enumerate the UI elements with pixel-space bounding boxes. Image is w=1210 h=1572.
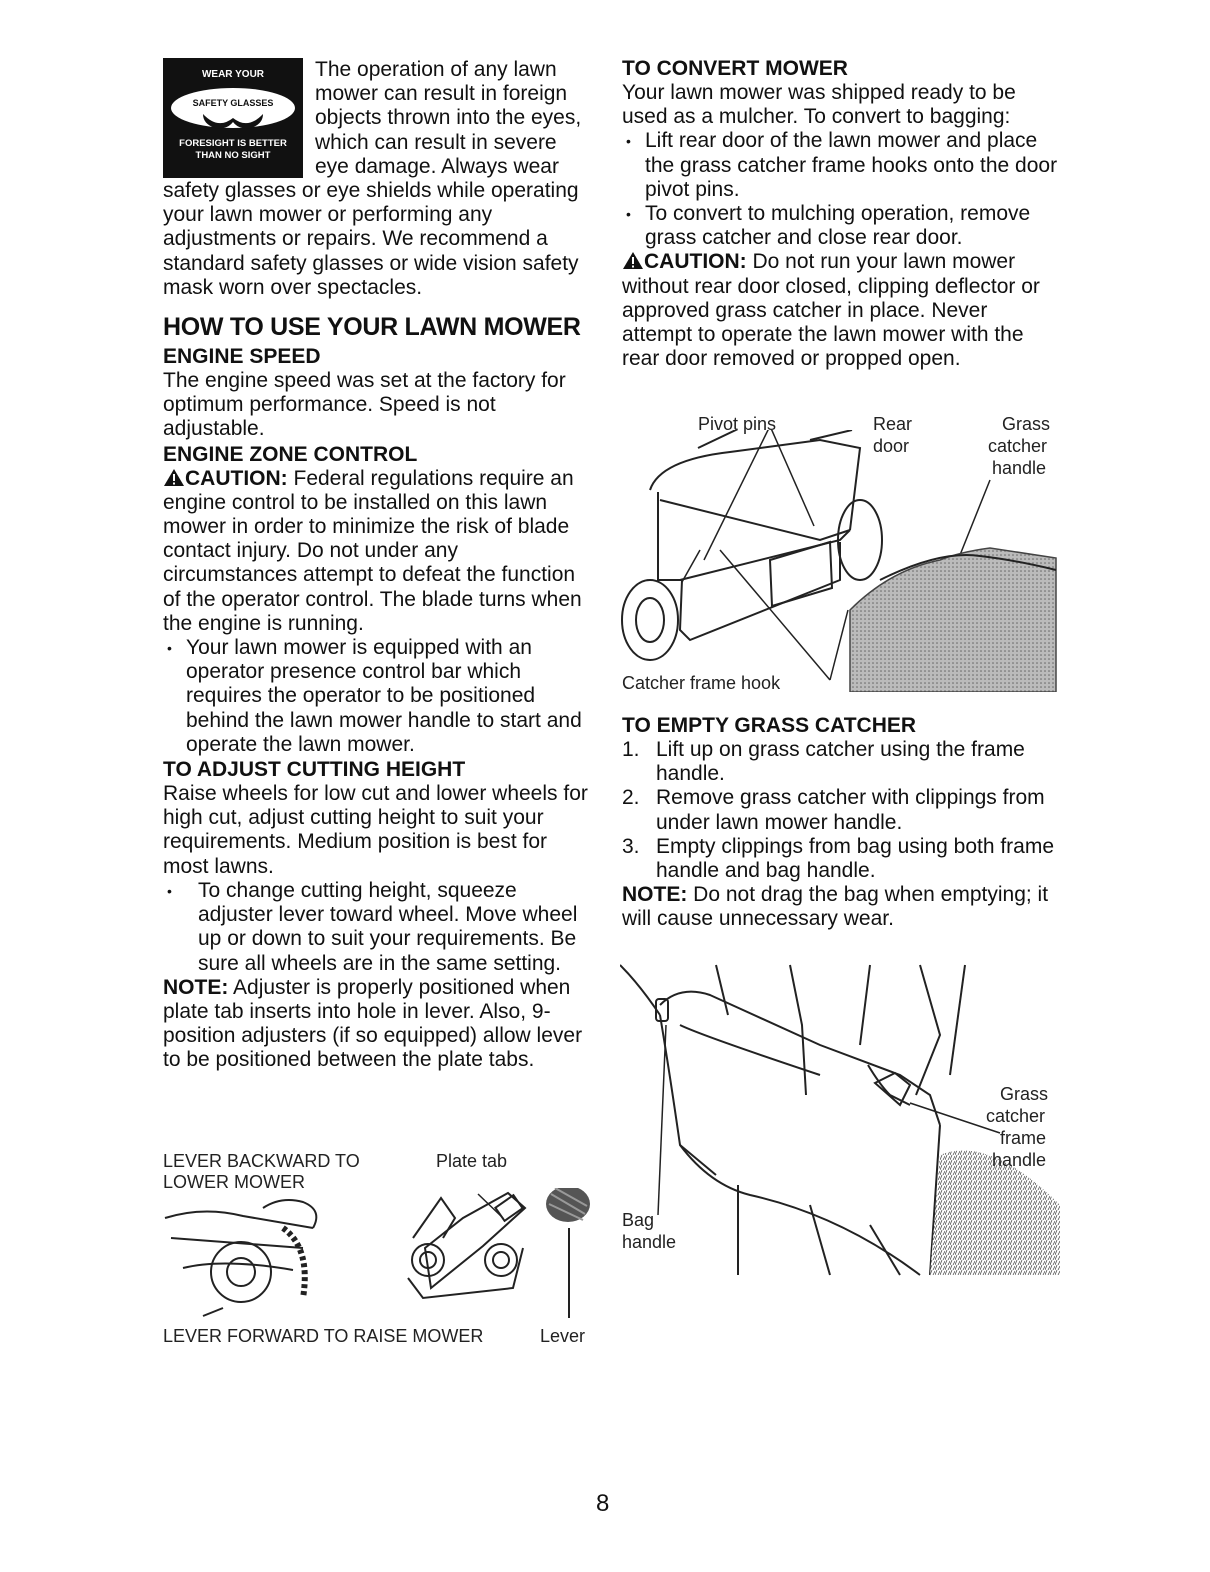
step-number: 1. (622, 738, 640, 761)
left-column (163, 52, 593, 1073)
caution-label: CAUTION: (185, 466, 288, 490)
engine-zone-bullets (163, 636, 593, 757)
right-column (622, 52, 1062, 371)
engine-speed-text: The engine speed was set at the factory for optimum performance. Speed is not adjustable. (163, 369, 566, 441)
step-text: Lift up on grass catcher using the frame handle. (656, 738, 1025, 786)
step-text: Remove grass catcher with clippings from under lawn mower handle. (656, 786, 1045, 834)
label-bag-handle: handle (622, 1232, 677, 1252)
step-text: Empty clippings from bag using both frame handle and bag handle. (656, 834, 1055, 883)
list-item: • Lift rear door of the lawn mower and place the grass catcher frame hooks onto the door pivot pins. (622, 129, 1062, 202)
badge-line3: FORESIGHT IS BETTER (179, 138, 287, 149)
heading-engine-zone: ENGINE ZONE CONTROL (163, 442, 418, 466)
list-item: • To change cutting height, squeeze adjuster lever toward wheel. Move wheel up or down to suit your requirements. Be sure all wheels are in the same setting. (163, 879, 593, 976)
heading-convert-mower: TO CONVERT MOWER (622, 57, 848, 80)
list-item: • To convert to mulching operation, remove grass catcher and close rear door. (622, 202, 1062, 250)
label-handle: handle (992, 458, 1047, 478)
convert-text: Your lawn mower was shipped ready to be used as a mulcher. To convert to bagging: (622, 81, 1016, 129)
label-pivot-pins: Pivot pins (698, 414, 777, 434)
label-frame: frame (1000, 1128, 1047, 1148)
step-number: 2. (622, 786, 640, 810)
lever-adjuster-illustration (163, 1188, 603, 1318)
warning-triangle-icon (622, 251, 644, 270)
section-heading-how-to-use: HOW TO USE YOUR LAWN MOWER (163, 313, 581, 342)
label-grass: Grass (1002, 414, 1051, 434)
label-lever: Lever (540, 1326, 586, 1346)
safety-glasses-icon (163, 58, 303, 178)
intro-text: The operation of any lawn mower can result in foreign objects thrown into the eyes, which can result in severe eye damage. Always wear safety glasses or eye shields while operating your lawn mower or performing any adjustments or repairs. We recommend a standard safety glasses or wide vision safety mask worn over spectacles. (163, 58, 582, 299)
empty-catcher-steps (622, 738, 1062, 883)
heading-cutting-height: TO ADJUST CUTTING HEIGHT (163, 758, 466, 782)
list-item: • Your lawn mower is equipped with an operator presence control bar which requires the operator to be positioned behind the lawn mower handle to start and operate the lawn mower. (163, 636, 593, 757)
label-plate-tab: Plate tab (436, 1151, 508, 1171)
cutting-height-bullets (163, 879, 593, 976)
caution-text: Do not run your lawn mower without rear door closed, clipping deflector or approved grass catcher in place. Never attempt to operate the lawn mower with the rear door removed or propped open. (622, 250, 1040, 371)
step-number: 3. (622, 834, 640, 858)
note-label: NOTE: (163, 975, 229, 999)
label-handle-2: handle (992, 1150, 1047, 1170)
heading-engine-speed: ENGINE SPEED (163, 345, 321, 369)
list-item (622, 835, 1062, 883)
note-label: NOTE: (622, 883, 688, 907)
caution-text: Federal regulations require an engine control to be installed on this lawn mower in order to minimize the risk of blade contact injury. Do not under any circumstances attempt to defeat the function of the operator control. The blade turns when the engine is running. (163, 466, 582, 635)
warning-triangle-icon (163, 468, 185, 487)
cutting-height-text: Raise wheels for low cut and lower wheels for high cut, adjust cutting height to suit your requirements. Medium position is best for most lawns. (163, 782, 588, 878)
badge-line4: THAN NO SIGHT (195, 150, 271, 161)
grass-catcher-attach-illustration (620, 430, 1060, 692)
list-item (622, 738, 1062, 786)
heading-empty-catcher: TO EMPTY GRASS CATCHER (622, 714, 917, 737)
label-catcher-2: catcher (986, 1106, 1046, 1126)
convert-bullets (622, 129, 1062, 250)
label-catcher: catcher (988, 436, 1048, 456)
note-text: Do not drag the bag when emptying; it will cause unnecessary wear. (622, 883, 1049, 931)
label-rear: Rear (873, 414, 913, 434)
badge-line1: WEAR YOUR (201, 69, 265, 80)
cutting-height-note (163, 976, 593, 1073)
convert-caution (622, 250, 1062, 371)
label-bag: Bag (622, 1210, 655, 1230)
list-item (622, 786, 1062, 834)
badge-line2: SAFETY GLASSES (192, 98, 274, 108)
empty-catcher-note (622, 883, 1062, 931)
label-grass-2: Grass (1000, 1084, 1049, 1104)
page-number: 8 (596, 1490, 610, 1517)
label-lever-forward: LEVER FORWARD TO RAISE MOWER (163, 1326, 484, 1346)
note-text: Adjuster is properly positioned when plate tab inserts into hole in lever. Also, 9-position adjusters (if so equipped) allow lever to be positioned between the plate tabs. (163, 975, 583, 1072)
label-catcher-frame-hook: Catcher frame hook (622, 673, 781, 693)
empty-catcher-section (622, 713, 1062, 932)
label-door: door (873, 436, 910, 456)
caution-label: CAUTION: (644, 250, 747, 274)
label-lever-backward: LEVER BACKWARD TO LOWER MOWER (163, 1151, 360, 1192)
engine-zone-caution (163, 467, 593, 636)
